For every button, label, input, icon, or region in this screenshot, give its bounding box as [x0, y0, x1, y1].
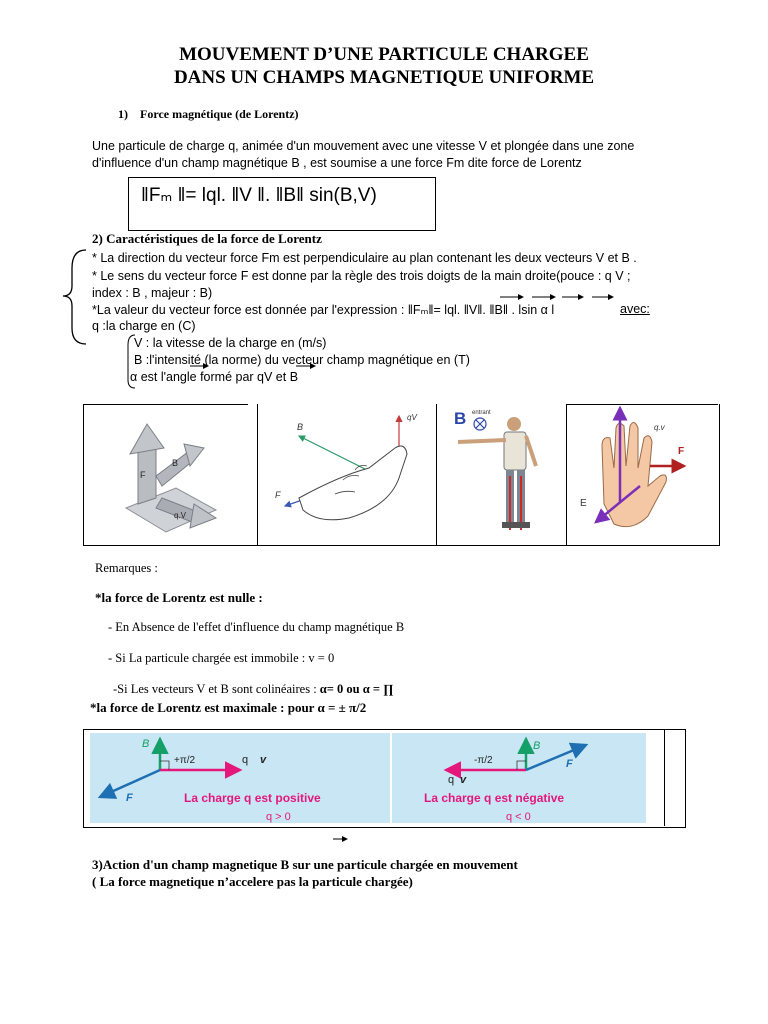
remarks-null-heading: *la force de Lorentz est nulle :	[95, 590, 263, 605]
stray-arrow-icon	[332, 834, 352, 844]
section1-intro-line2: d'influence d'un champ magnétique B , est soumise a une force Fm dite force de Lorentz	[92, 156, 582, 170]
diagram-right-angle: -π/2	[474, 755, 493, 766]
diagram-right-f: F	[566, 758, 573, 770]
fig3-label-entrant: entrant	[472, 410, 491, 416]
diagram-left-b: B	[142, 738, 150, 750]
section1-number: 1)	[118, 107, 128, 121]
fig1-label-b: B	[172, 458, 179, 468]
diagram-right-q: q	[448, 774, 455, 786]
fig2-label-f: F	[275, 490, 281, 500]
section2-sub1: V : la vitesse de la charge en (m/s)	[134, 336, 327, 350]
section2-line1: * La direction du vecteur force Fm est perpendiculaire au plan contenant les deux vecteurs V et B .	[92, 251, 637, 265]
diagram-left-v: v	[260, 754, 267, 766]
diagram-right-cond: q < 0	[506, 811, 531, 823]
section2-heading: 2) Caractéristiques de la force de Lorentz	[92, 231, 322, 246]
remarks-item3	[113, 682, 393, 697]
remarks-item1: - En Absence de l'effet d'influence du champ magnétique B	[108, 620, 405, 634]
fig2-label-qv: qV	[407, 413, 417, 422]
diagram-right-caption: La charge q est négative	[424, 791, 565, 805]
section2-sub3: α est l'angle formé par qV et B	[130, 370, 299, 384]
fig4-label-f: F	[678, 446, 685, 457]
section1-intro-line1: Une particule de charge q, animée d'un mouvement avec une vitesse V et plongée dans une zone	[92, 139, 635, 153]
diagram-left-f: F	[126, 792, 133, 804]
remarks-title: Remarques :	[95, 561, 158, 575]
section2-sub2: B :l'intensité (la norme) du vecteur champ magnétique en (T)	[134, 353, 470, 367]
diagram-left-angle: +π/2	[174, 755, 196, 766]
fig1-label-f: F	[140, 470, 146, 480]
remarks-max-heading: *la force de Lorentz est maximale : pour α = ± π/2	[90, 700, 367, 715]
section2-line2: * Le sens du vecteur force F est donne par la règle des trois doigts de la main droite(pouce : q V ;	[92, 269, 631, 283]
page-title-line1: MOUVEMENT D’UNE PARTICULE CHARGEE	[179, 44, 589, 65]
figure-right-hand	[568, 406, 716, 542]
figure-person	[438, 406, 565, 542]
remarks-item2: - Si La particule chargée est immobile : v = 0	[108, 651, 335, 665]
diagram-right-b: B	[533, 740, 541, 752]
figure-3d-arrows	[86, 406, 256, 542]
diagram-left-cond: q > 0	[266, 811, 291, 823]
remarks-item3-bold: α= 0 ou α = ∏	[319, 682, 394, 696]
section2-line3: index : B , majeur : B)	[92, 286, 213, 300]
diagram-right-v: v	[460, 774, 467, 786]
section3-heading: 3)Action d'un champ magnetique B sur une particule chargée en mouvement	[92, 857, 518, 872]
figure-hand-vectors	[259, 406, 435, 542]
charge-sign-diagram	[90, 733, 650, 823]
section2-line5: q :la charge en (C)	[92, 319, 196, 333]
fig4-label-qv: q.v	[654, 423, 665, 432]
fig1-label-qv: q.V	[174, 511, 187, 520]
remarks-item3-prefix: -Si Les vecteurs V et B sont colinéaires :	[113, 682, 320, 696]
section2-avec: avec:	[620, 302, 650, 316]
fig3-label-b: B	[454, 409, 467, 428]
fig4-label-e: E	[580, 498, 587, 509]
diagram-left-q: q	[242, 754, 249, 766]
section3-subtitle: ( La force magnetique n’accelere pas la particule chargée)	[92, 874, 413, 889]
section1-heading: Force magnétique (de Lorentz)	[140, 107, 299, 121]
diagram-left-caption: La charge q est positive	[184, 791, 321, 805]
fig2-label-b: B	[297, 422, 304, 432]
section2-line4: *La valeur du vecteur force est donnée par l'expression : ‖Fₘ‖= lql. ‖V‖. ‖B‖ . lsin α l	[92, 303, 555, 317]
page-title-line2: DANS UN CHAMPS MAGNETIQUE UNIFORME	[173, 67, 595, 88]
lorentz-formula: ‖Fₘ ‖= lql. ‖V ‖. ‖B‖ sin(B,V)	[141, 185, 377, 206]
